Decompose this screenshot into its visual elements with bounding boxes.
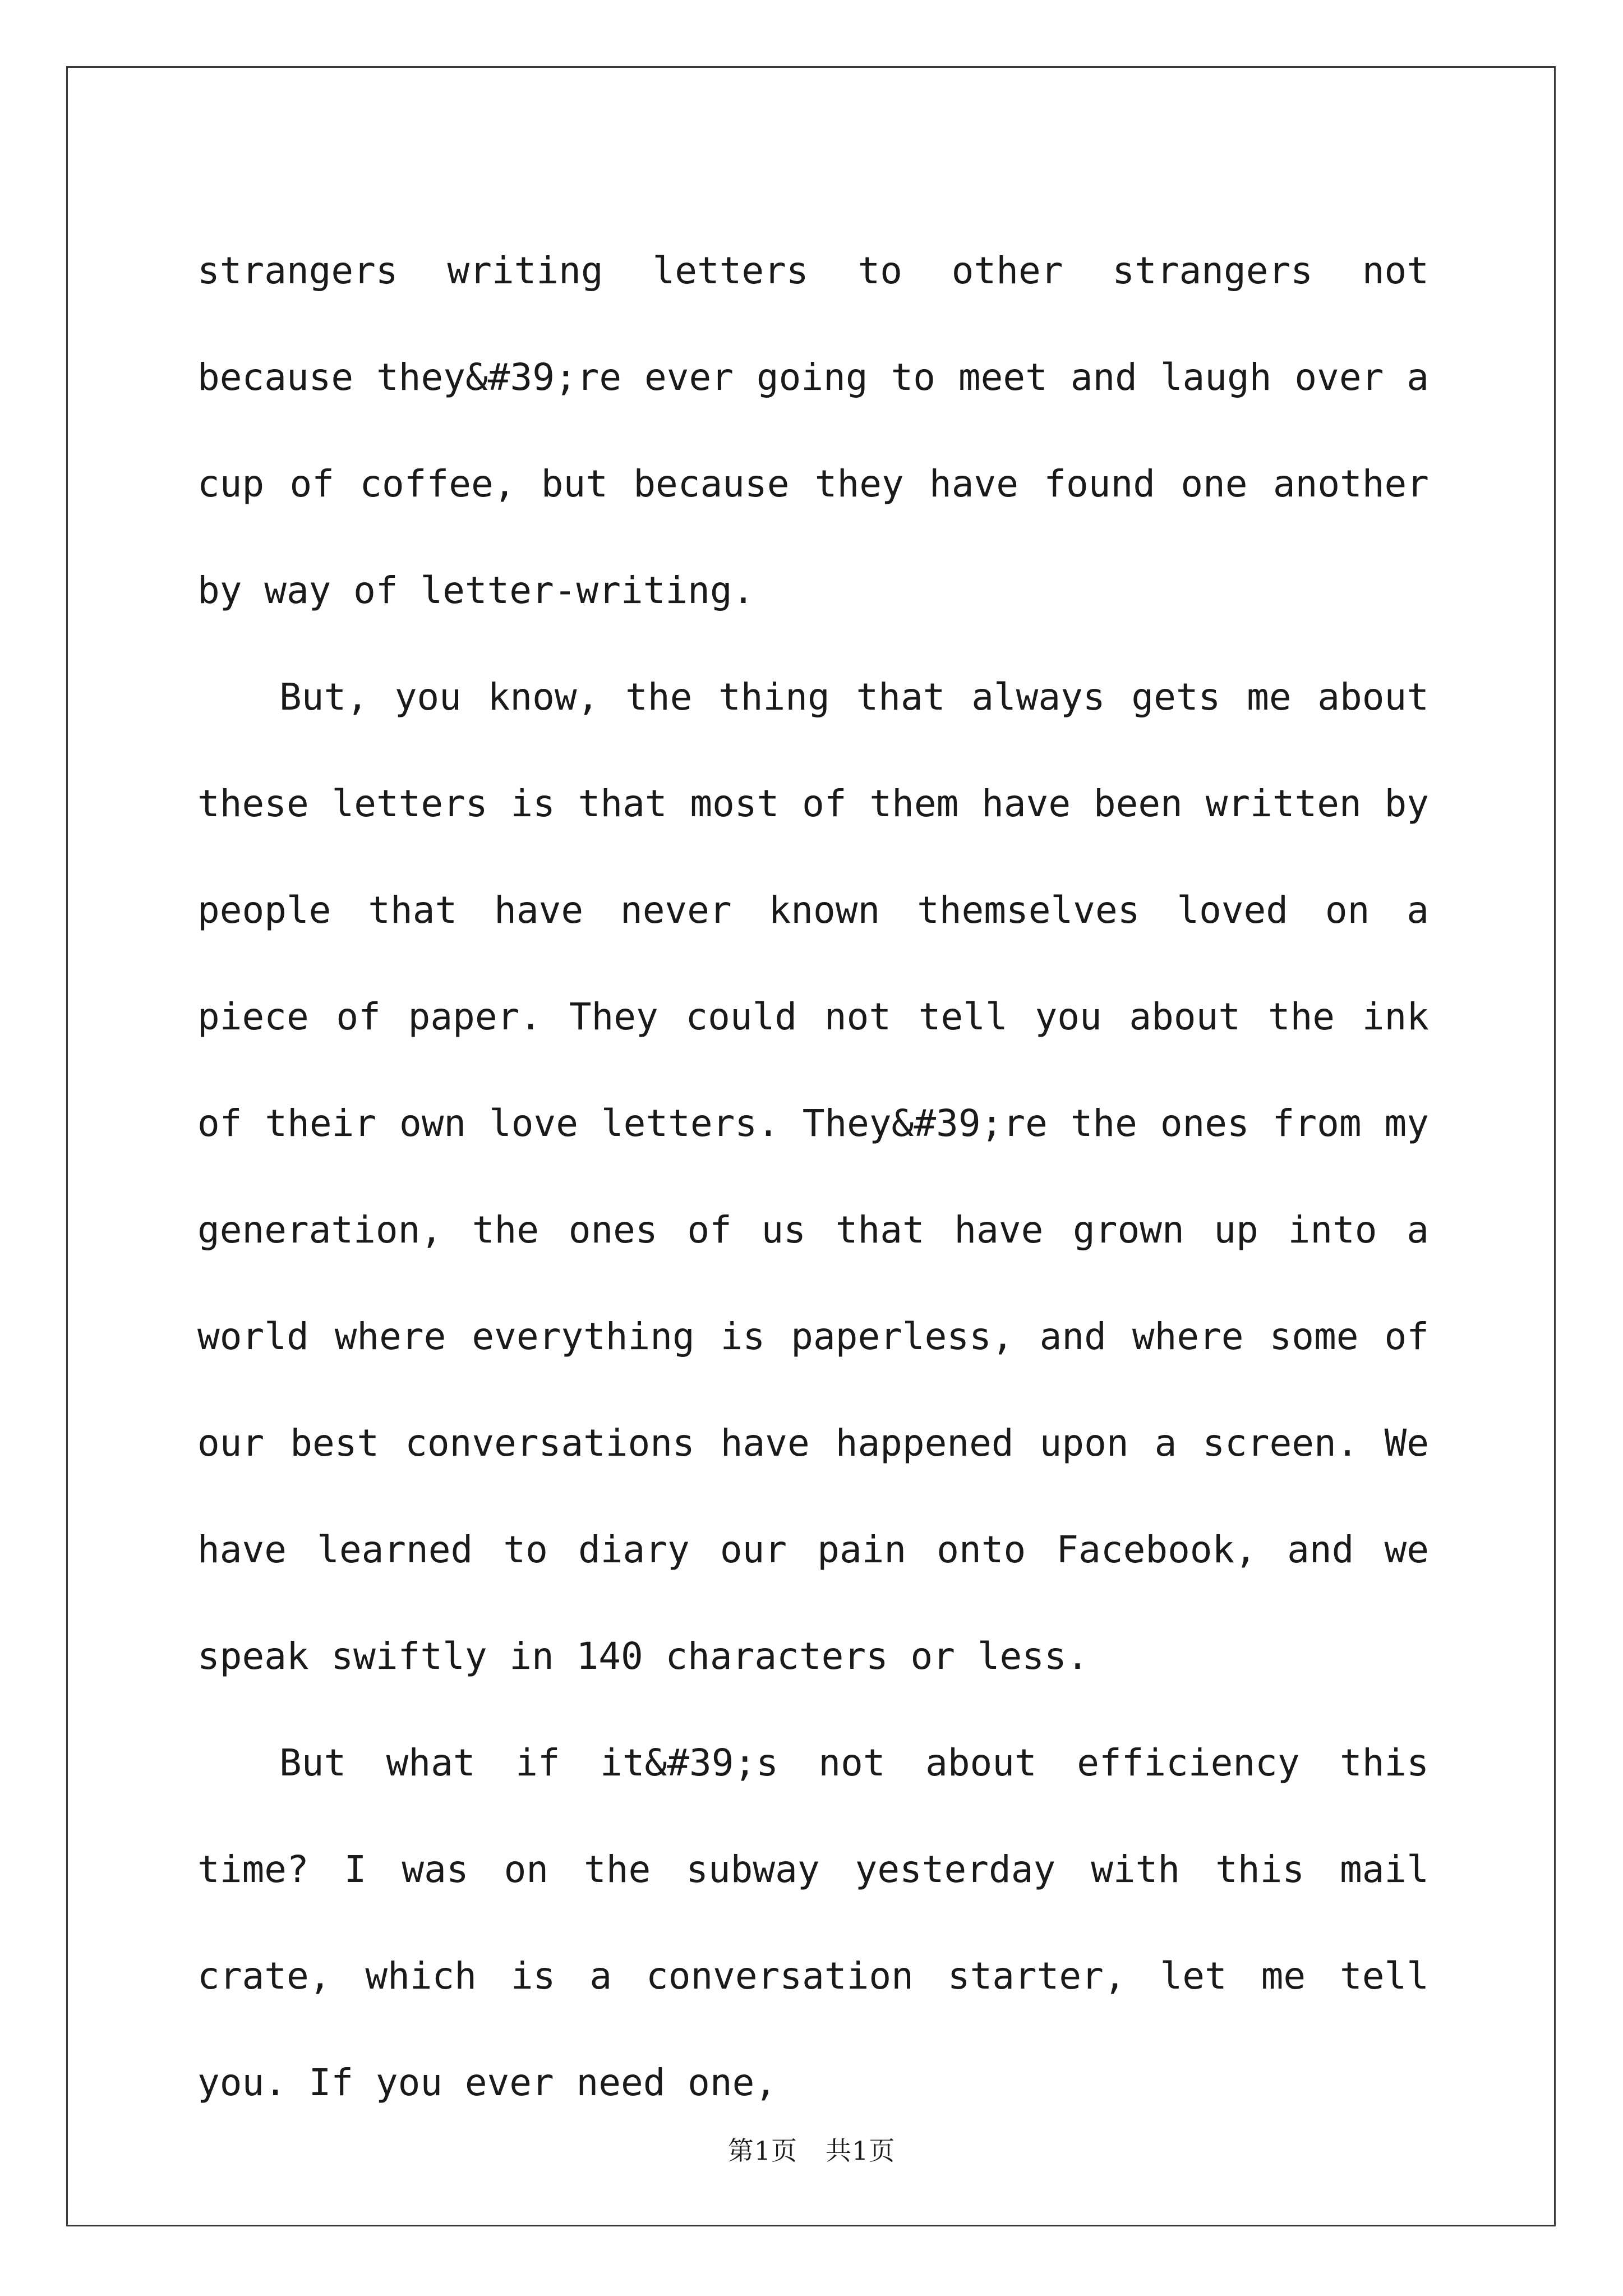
page-number-total: 共1页 (826, 2136, 896, 2166)
paragraph-3: But what if it&#39;s not about efficiency this time? I was on the subway yesterday with this mail crate, which is a conversation starter, let me tell you. If you ever need one, (197, 1741, 1429, 2104)
page-footer (0, 2131, 1623, 2168)
paragraph-1: strangers writing letters to other strangers not because they&#39;re ever going to meet and laugh over a cup of coffee, but because they have found one another by way of letter-writing. (197, 249, 1429, 612)
page-number-current: 第1页 (727, 2136, 797, 2166)
paragraph-2: But, you know, the thing that always gets me about these letters is that most of them have been written by people that have never known themselves loved on a piece of paper. They could not tell you about the ink of their own love letters. They&#39;re the ones from my generation, the ones of us that have grown up into a world where everything is paperless, and where some of our best conversations have happened upon a screen. We have learned to diary our pain onto Facebook, and we speak swiftly in 140 characters or less. (197, 675, 1429, 1678)
document-body (197, 218, 1429, 2136)
